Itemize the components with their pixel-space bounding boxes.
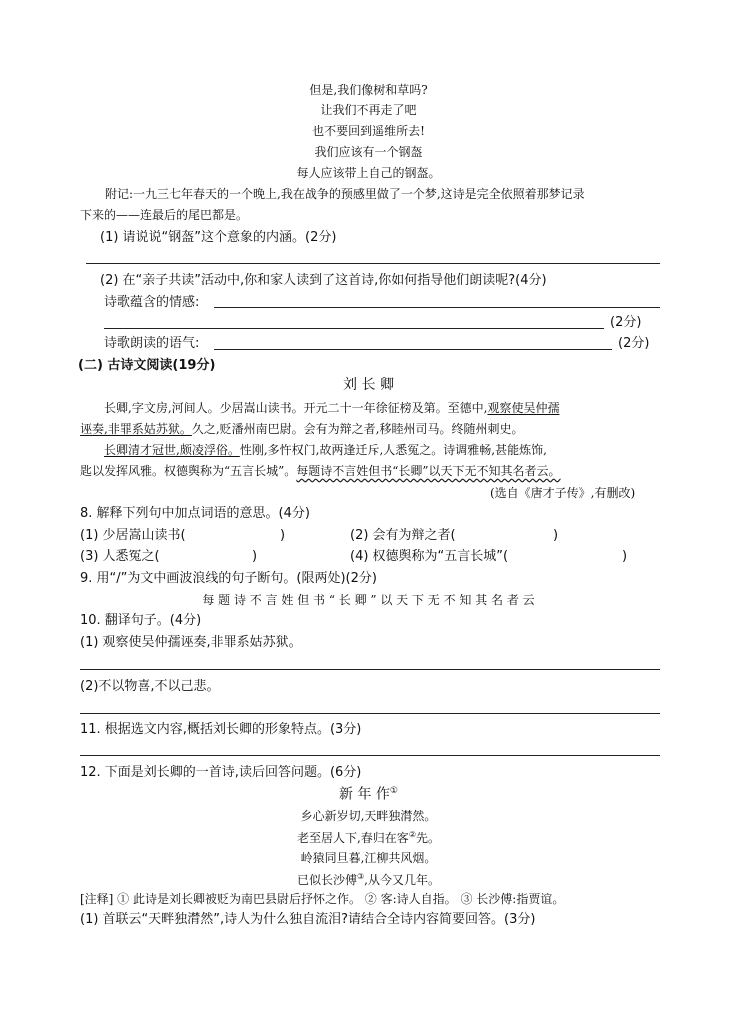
postscript-line-1: 附记:一九三七年春天的一个晚上,我在战争的预感里做了一个梦,这诗是完全依照着那梦记录 [105,187,585,201]
poem-title [0,787,737,802]
passage-line-2 [80,423,523,435]
q8-item-1: (1) 少居嵩山读书( [80,528,186,543]
question-2: (2) 在“亲子共读”活动中,你和家人读到了这首诗,你如何指导他们朗读呢?(4分) [100,273,547,288]
emotion-answer-line-2[interactable] [104,328,604,329]
poem-line-5: 每人应该带上自己的钢盔。 [296,166,441,180]
question-11: 11. 根据选文内容,概括刘长卿的形象特点。(3分) [80,722,362,737]
q8-item-2-close: ) [553,528,559,543]
question-12: 12. 下面是刘长卿的一首诗,读后回答问题。(6分) [80,765,362,780]
answer-line-q10-1[interactable] [80,669,660,670]
q8-item-3: (3) 人悉冤之( [80,549,160,564]
q10-item-1: (1) 观察使吴仲孺诬奏,非罪系姑苏狱。 [80,635,302,650]
passage-line-3 [104,444,547,456]
passage-line-4-a: 匙以发挥风雅。权德舆称为“五言长城”。 [80,464,297,478]
q10-item-2: (2)不以物喜,不以己悲。 [80,679,220,694]
poem2-line-2 [0,831,737,844]
tone-answer-line[interactable] [214,349,612,350]
poem2-line-4-end: 从今又几年。 [368,873,441,887]
poem2-line-3: 岭猿同旦暮,江柳共风烟。 [300,851,437,865]
passage-line-2-underlined: 诬奏,非罪系姑苏狱。 [80,422,192,436]
emotion-label: 诗歌蕴含的情感: [104,295,200,310]
q8-item-1-close: ) [280,528,286,543]
question-8: 8. 解释下列句中加点词语的意思。(4分) [80,506,310,521]
q12-sub-1: (1) 首联云“天畔独潸然”,诗人为什么独自流泪?请结合全诗内容简要回答。(3分) [80,912,536,927]
question-10: 10. 翻译句子。(4分) [80,613,202,628]
q9-sentence: 每 题 诗 不 言 姓 但 书 “ 长 卿 ” 以 天 下 无 不 知 其 名 者 云 [202,593,535,607]
poem-line-1: 但是,我们像树和草吗? [309,83,428,97]
poem-title-note: ① [389,786,398,796]
question-9: 9. 用“/”为文中画波浪线的句子断句。(限两处)(2分) [80,571,377,586]
answer-line-q11[interactable] [80,755,660,756]
poem2-line-1: 乡心新岁切,天畔独潸然。 [300,809,437,823]
passage-line-1 [104,402,559,414]
tone-label: 诗歌朗读的语气: [104,336,200,351]
poem2-line-2-end: 先。 [415,831,440,845]
poem2-line-4 [0,873,737,886]
poem2-line-4-comma: , [364,873,368,887]
q8-item-4-close: ) [622,549,628,564]
passage-line-1-a: 长卿,字文房,河间人。少居嵩山读书。开元二十一年徐征榜及第。至德中, [104,401,488,415]
poem-line-2: 让我们不再走了吧 [320,103,417,117]
passage-line-1-underlined: 观察使吴仲孺 [487,401,560,415]
q8-item-2: (2) 会有为辩之者( [350,528,456,543]
poem2-line-4-text: 已似长沙傅 [296,873,357,887]
answer-line-q1[interactable] [86,263,660,264]
passage-title: 刘 长 卿 [343,377,394,393]
poem-line-3: 也不要回到遥维所去! [312,124,425,138]
question-1: (1) 请说说“钢盔”这个意象的内涵。(2分) [100,230,337,245]
emotion-answer-line-1[interactable] [214,307,660,308]
passage-line-3-b: 性刚,多忤权门,故两逢迁斥,人悉冤之。诗调雅畅,甚能炼饰, [239,443,547,457]
emotion-score: (2分) [610,315,642,330]
poem-notes: [注释] ① 此诗是刘长卿被贬为南巴县尉后抒怀之作。 ② 客:诗人自指。 ③ 长沙傅:指贾谊。 [80,892,565,906]
poem2-line-4-note: ③ [357,872,365,881]
postscript-line-2: 下来的——连最后的尾巴都是。 [80,208,249,222]
q8-item-4: (4) 权德舆称为“五言长城”( [350,549,509,564]
passage-line-4-wavy: 每题诗不言姓但书“长卿”以天下无不知其名者云。 [296,464,561,478]
passage-line-4 [80,465,561,477]
tone-score: (2分) [618,336,650,351]
passage-line-3-underlined: 长卿清才冠世,颇凌浮俗。 [104,443,240,457]
q8-item-3-close: ) [252,549,258,564]
poem2-line-2-text: 老至居人下,春归在客 [296,831,409,845]
section-two-heading: (二) 古诗文阅读(19分) [78,358,216,373]
poem2-line-2-note: ② [408,830,416,839]
poem-line-4: 我们应该有一个钢盔 [314,145,423,159]
poem-title-text: 新 年 作 [339,786,390,803]
passage-line-2-b: 久之,贬潘州南巴尉。会有为辩之者,移睦州司马。终随州刺史。 [191,422,524,436]
passage-source: (选自《唐才子传》,有删改) [490,486,636,500]
answer-line-q10-2[interactable] [80,713,660,714]
